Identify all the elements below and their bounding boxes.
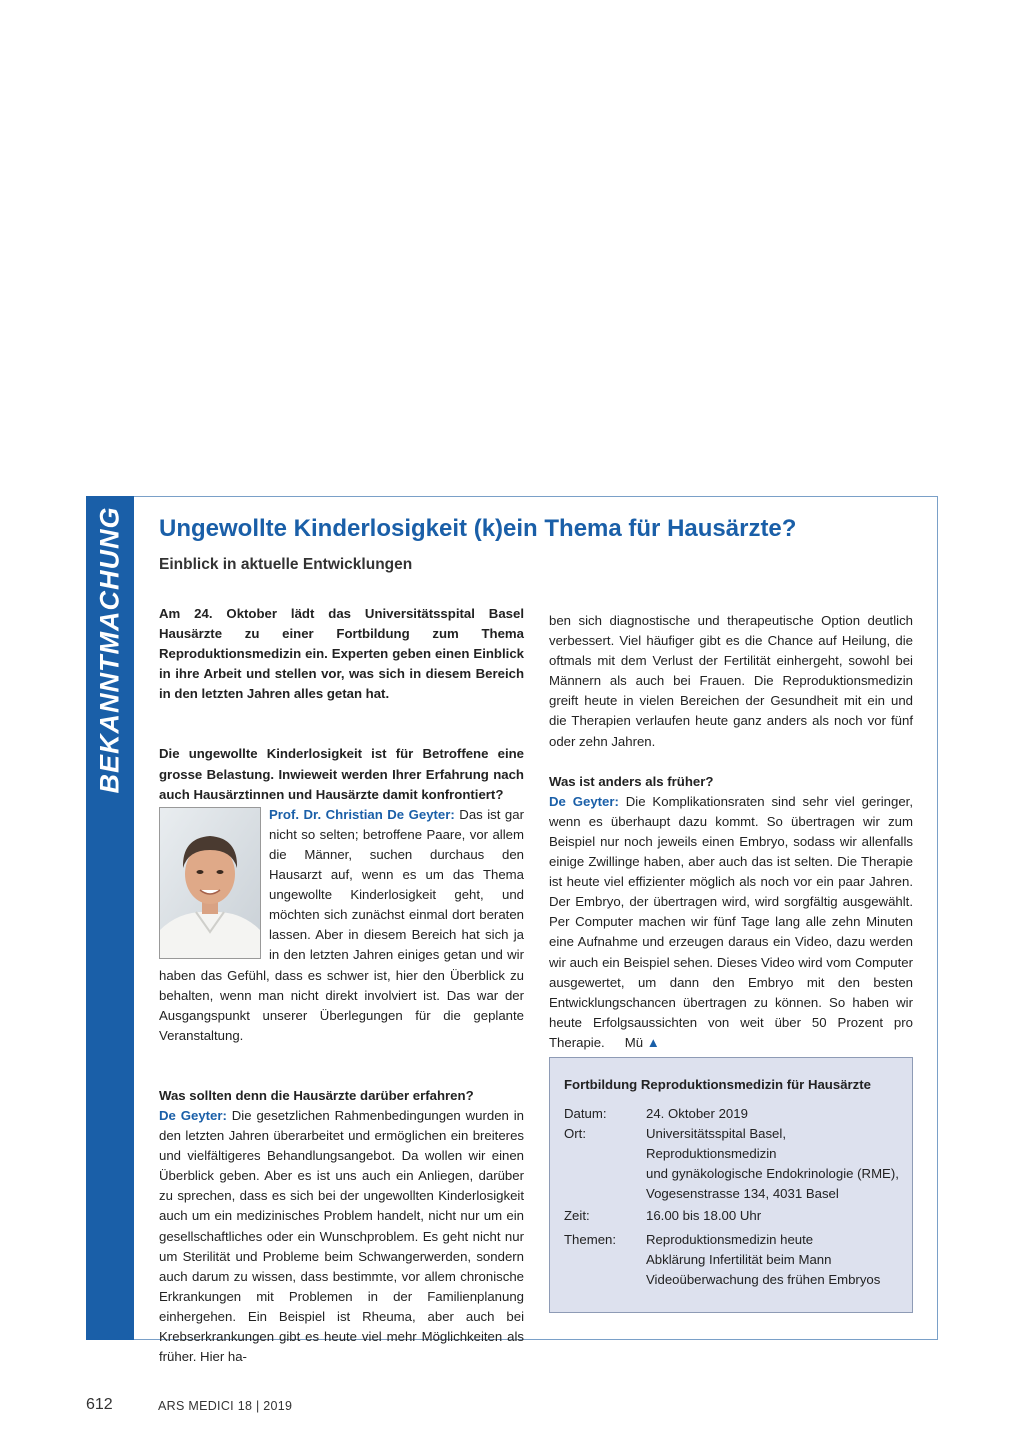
page-number: 612 <box>86 1396 113 1413</box>
answer-3 <box>549 792 913 1053</box>
right-column <box>549 611 913 1053</box>
question-1: Die ungewollte Kinderlosigkeit ist für Betroffene eine grosse Belastung. Inwieweit werden Ihrer Erfahrung nach auch Hausärztinnen und Hausärzte damit konfrontiert? <box>159 746 524 802</box>
magazine-issue: ARS MEDICI 18 | 2019 <box>158 1399 293 1413</box>
answer-3-text: Die Komplikationsraten sind sehr viel geringer, wenn es überhaupt dazu kommt. So übertragen wir zum Beispiel nur noch jeweils einen Embryo, sodass wir allenfalls einige Zwillinge haben, aber auch das ist selten. Die Therapie ist heute viel effizienter möglich als noch vor ein paar Jahren. Der Embryo, der übertragen wird, wird sorgfältig ausgewählt. Per Computer machen wir fünf Tage lang alle zehn Minuten eine Aufnahme und erzeugen daraus ein Video, dazu werden wir auch ein Beispiel sehen. Dieses Video wird vom Computer ausgewertet, um dann den Embryo mit den besten Entwicklungschancen übertragen zu können. So haben wir heute Erfolgsaussichten von weit über 50 Prozent pro Therapie. <box>549 793 913 1050</box>
article-subtitle: Einblick in aktuelle Entwicklungen <box>159 556 413 573</box>
speaker-de-geyter-full: Prof. Dr. Christian De Geyter: <box>269 806 455 822</box>
info-row-topics: Themen: Reproduktionsmedizin heute Abklärung Infertilität beim Mann Videoüberwachung des frühen Embryos <box>564 1232 881 1288</box>
speaker-de-geyter-2: De Geyter: <box>549 793 619 809</box>
info-row-location: Ort: Universitätsspital Basel, Reproduktionsmedizin und gynäkologische Endokrinologie (RME), Vogesenstrasse 134, 4031 Basel <box>564 1126 899 1202</box>
end-triangle-icon: ▲ <box>646 1034 660 1050</box>
section-label: BEKANNTMACHUNG <box>94 506 125 794</box>
answer-2 <box>159 1106 524 1367</box>
article-title: Ungewollte Kinderlosigkeit (k)ein Thema für Hausärzte? <box>159 515 797 542</box>
info-row-date: Datum: 24. Oktober 2019 <box>564 1106 748 1121</box>
portrait-icon <box>160 808 260 958</box>
info-row-time: Zeit: 16.00 bis 18.00 Uhr <box>564 1208 762 1223</box>
info-box-title: Fortbildung Reproduktionsmedizin für Hausärzte <box>564 1077 871 1092</box>
answer-2-text: Die gesetzlichen Rahmenbedingungen wurden in den letzten Jahren überarbeitet und ermöglichen ein breiteres und vielfältigeres Behandlungsangebot. Da wollen wir einen Überblick geben. Aber es ist uns auch ein Anliegen, darüber zu sprechen, dass es sich bei der ungewollten Kinderlosigkeit auch um ein medizinisches Problem handelt, nicht nur um ein gesellschaftliches oder ein Wunschproblem. Es geht nicht nur um Sterilität und Probleme beim Schwangerwerden, sondern auch darum zu wissen, dass bestimmte, vor allem chronische Erkrankungen mit Problemen in der Familienplanung einhergehen. Ein Beispiel ist Rheuma, aber auch bei Krebserkrankungen gibt es heute viel mehr Möglichkeiten als früher. Hier ha- <box>159 1107 524 1365</box>
author-initials: Mü <box>624 1034 644 1050</box>
event-info-box <box>549 1057 913 1313</box>
answer-1-text: Das ist gar nicht so selten; betroffene Paare, vor allem die Männer, suchen durchaus den Hausarzt auf, wenn es um das Thema ungewollte Kinderlosigkeit geht, und möchten sich zunächst einmal dort beraten lassen. Aber in diesem Bereich hat sich ja in den letzten Jahren einiges getan und wir haben das Gefühl, dass es schwer ist, hier den Überblick zu behalten, wenn man nicht direkt involviert ist. Das war der Ausgangspunkt unserer Überlegungen für die geplante Veranstaltung. <box>159 806 524 1043</box>
question-3: Was ist anders als früher? <box>549 773 714 789</box>
speaker-de-geyter: De Geyter: <box>159 1107 227 1123</box>
answer-2-continued: ben sich diagnostische und therapeutische Option deutlich verbessert. Viel häufiger gibt es die Chance auf Heilung, die oftmals mit dem Verlust der Fertilität einhergeht, sowohl bei Männern als auch bei Frauen. Die Reproduktionsmedizin greift heute in vielen Bereichen der Gesundheit mit ein und die Therapien verlaufen heute ganz anders als noch vor fünf oder zehn Jahren. <box>549 613 913 749</box>
article-lead: Am 24. Oktober lädt das Universitätsspital Basel Hausärzte zu einer Fortbildung zum Thema Reproduktionsmedizin ein. Experten geben einen Einblick in ihre Arbeit und stellen vor, was sich in diesem Bereich in den letzten Jahren alles getan hat. <box>159 606 524 702</box>
left-column <box>159 604 524 1367</box>
question-2: Was sollten denn die Hausärzte darüber erfahren? <box>159 1087 474 1103</box>
portrait-photo <box>159 807 261 959</box>
answer-1 <box>159 805 524 1046</box>
